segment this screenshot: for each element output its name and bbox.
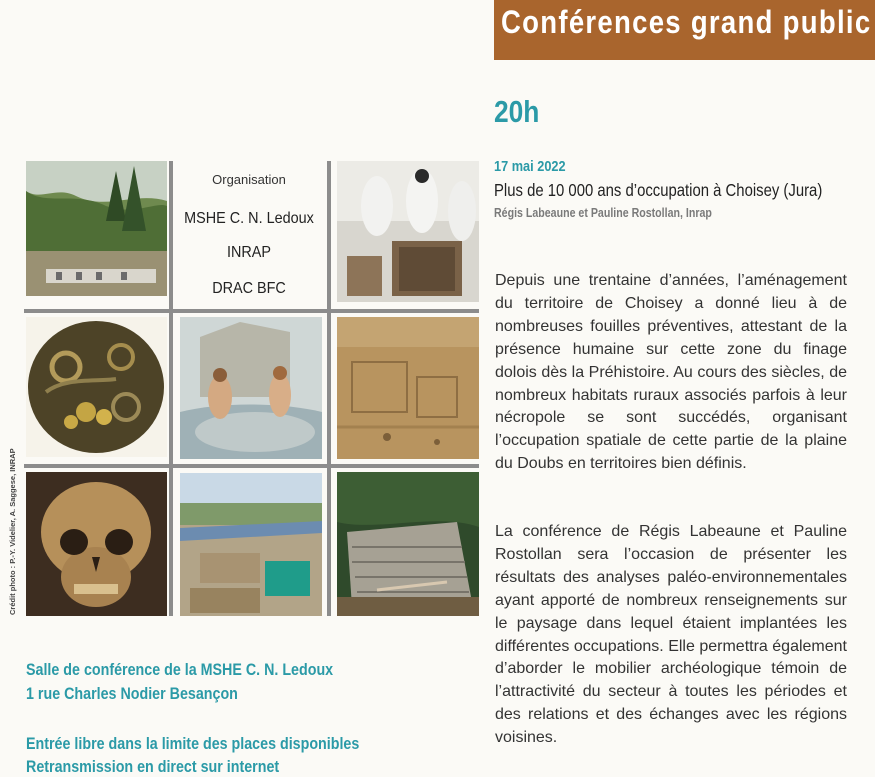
grid-divider bbox=[169, 161, 173, 616]
excavation-landscape-photo bbox=[26, 161, 167, 296]
historical-illustration bbox=[180, 317, 322, 459]
event-title: Plus de 10 000 ans d’occupation à Choisey (Jura) bbox=[494, 180, 823, 200]
event-time: 20h bbox=[494, 94, 540, 129]
entry-info: Entrée libre dans la limite des places disponibles bbox=[26, 734, 360, 753]
banner-title: Conférences grand public bbox=[501, 4, 872, 40]
organisation-item: INRAP bbox=[226, 244, 272, 261]
organisation-box bbox=[176, 161, 322, 309]
organisation-item: DRAC BFC bbox=[212, 280, 286, 297]
broadcast-info: Retransmission en direct sur internet bbox=[26, 757, 280, 776]
event-speakers: Régis Labeaune et Pauline Rostollan, Inrap bbox=[494, 206, 712, 220]
stone-wall-photo bbox=[337, 472, 479, 616]
description-paragraph-1: Depuis une trentaine d’années, l’aménagement du territoire de Choisey a donné lieu à de nombreuses fouilles préventives, attestant de la présence humaine sur cette zone du finage dolois dès la Préhistoire. Au cours des siècles, de nombreux habitats ruraux associés parfois à leur nécropole se sont succédés, organisant l’occupation spatiale de cette partie de la plaine du Doubs en territoires bien définis. bbox=[495, 272, 847, 473]
organisation-item: MSHE C. N. Ledoux bbox=[184, 210, 314, 227]
skull-photo bbox=[26, 472, 167, 616]
photo-credit: Crédit photo : P.-Y. Videlier, A. Saggese, INRAP bbox=[8, 448, 17, 615]
excavation-team-photo bbox=[337, 161, 479, 302]
venue-address: 1 rue Charles Nodier Besançon bbox=[26, 684, 238, 703]
organisation-label: Organisation bbox=[212, 172, 286, 187]
description-paragraph-2: La conférence de Régis Labeaune et Pauline Rostollan sera l’occasion de présenter les résultats des analyses paléo-environnementales ayant apporté de nombreux renseignements sur le paysage dans lequel étaient implantées les différentes occupations. Elle permettra également d’aborder le mobilier archéologique témoin de l’attractivité du secteur à toutes les périodes et des relations et des échanges avec les régions voisines. bbox=[495, 523, 847, 747]
bronze-artefacts-photo bbox=[26, 317, 167, 457]
grid-divider bbox=[24, 464, 479, 468]
header-banner bbox=[494, 0, 875, 60]
grid-divider bbox=[24, 309, 479, 313]
grid-divider bbox=[327, 161, 331, 616]
stratigraphy-photo bbox=[337, 317, 479, 459]
venue-name: Salle de conférence de la MSHE C. N. Ledoux bbox=[26, 660, 334, 679]
event-date: 17 mai 2022 bbox=[494, 158, 566, 175]
aerial-view-photo bbox=[180, 473, 322, 616]
